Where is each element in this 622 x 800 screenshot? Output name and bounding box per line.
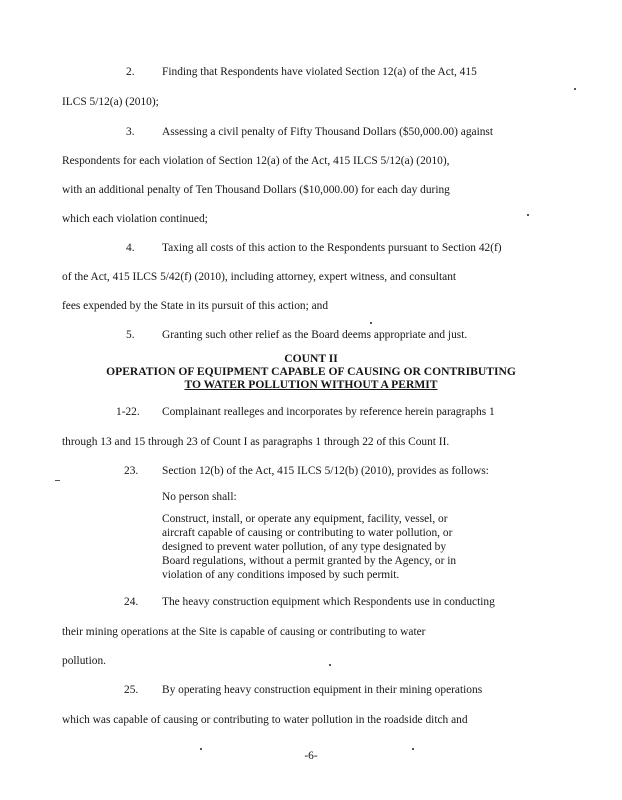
paragraph-number: 1-22.: [116, 406, 140, 418]
item-text-line: Respondents for each violation of Section 12(a) of the Act, 415 ILCS 5/12(a) (2010),: [62, 155, 450, 167]
item-text-line: of the Act, 415 ILCS 5/42(f) (2010), including attorney, expert witness, and consultant: [62, 271, 457, 283]
scan-speck: [574, 88, 576, 90]
item-number: 4.: [126, 242, 135, 254]
count-title: COUNT II: [284, 352, 338, 365]
item-number: 2.: [126, 66, 135, 78]
paragraph-text-line: pollution.: [62, 655, 106, 667]
item-text-line: fees expended by the State in its pursuit of this action; and: [62, 300, 329, 312]
quote-line: Construct, install, or operate any equipment, facility, vessel, or: [162, 513, 448, 525]
item-number: 3.: [126, 126, 135, 138]
quote-line: aircraft capable of causing or contributing to water pollution, or: [162, 527, 453, 539]
scan-speck: [527, 214, 529, 216]
scan-speck: [370, 322, 372, 324]
paragraph-text-line: their mining operations at the Site is capable of causing or contributing to water: [62, 626, 426, 638]
paragraph-number: 24.: [124, 596, 139, 608]
paragraph-text-line: Complainant realleges and incorporates by reference herein paragraphs 1: [162, 406, 495, 418]
scan-speck: [329, 664, 331, 666]
paragraph-text-line: Section 12(b) of the Act, 415 ILCS 5/12(b) (2010), provides as follows:: [162, 465, 489, 477]
paragraph-text-line: By operating heavy construction equipment in their mining operations: [162, 684, 483, 696]
item-text-line: Finding that Respondents have violated Section 12(a) of the Act, 415: [162, 66, 477, 78]
scan-speck: [200, 748, 202, 750]
item-text-line: Assessing a civil penalty of Fifty Thousand Dollars ($50,000.00) against: [162, 126, 494, 138]
item-text-line: with an additional penalty of Ten Thousand Dollars ($10,000.00) for each day during: [62, 184, 450, 196]
page-number: -6-: [304, 750, 318, 762]
count-heading-line: TO WATER POLLUTION WITHOUT A PERMIT: [184, 378, 438, 391]
item-text-line: Taxing all costs of this action to the Respondents pursuant to Section 42(f): [162, 242, 502, 254]
count-heading-line: OPERATION OF EQUIPMENT CAPABLE OF CAUSING OR CONTRIBUTING: [106, 365, 516, 378]
paragraph-number: 25.: [124, 684, 139, 696]
item-text-line: ILCS 5/12(a) (2010);: [62, 96, 159, 108]
scan-speck: [412, 748, 414, 750]
item-number: 5.: [126, 329, 135, 341]
paragraph-text-line: The heavy construction equipment which Respondents use in conducting: [162, 596, 495, 608]
quote-line: violation of any conditions imposed by such permit.: [162, 569, 400, 581]
count-heading-line-wrap: [0, 378, 622, 391]
item-text-line: which each violation continued;: [62, 213, 208, 225]
paragraph-number: 23.: [124, 465, 139, 477]
paragraph-text-line: through 13 and 15 through 23 of Count I as paragraphs 1 through 22 of this Count II.: [62, 436, 450, 448]
quote-line: Board regulations, without a permit granted by the Agency, or in: [162, 555, 457, 567]
quote-intro: No person shall:: [162, 491, 237, 503]
paragraph-text-line: which was capable of causing or contributing to water pollution in the roadside ditch and: [62, 714, 468, 726]
scan-speck: [55, 480, 60, 481]
item-text-line: Granting such other relief as the Board deems appropriate and just.: [162, 329, 468, 341]
quote-line: designed to prevent water pollution, of any type designated by: [162, 541, 447, 553]
